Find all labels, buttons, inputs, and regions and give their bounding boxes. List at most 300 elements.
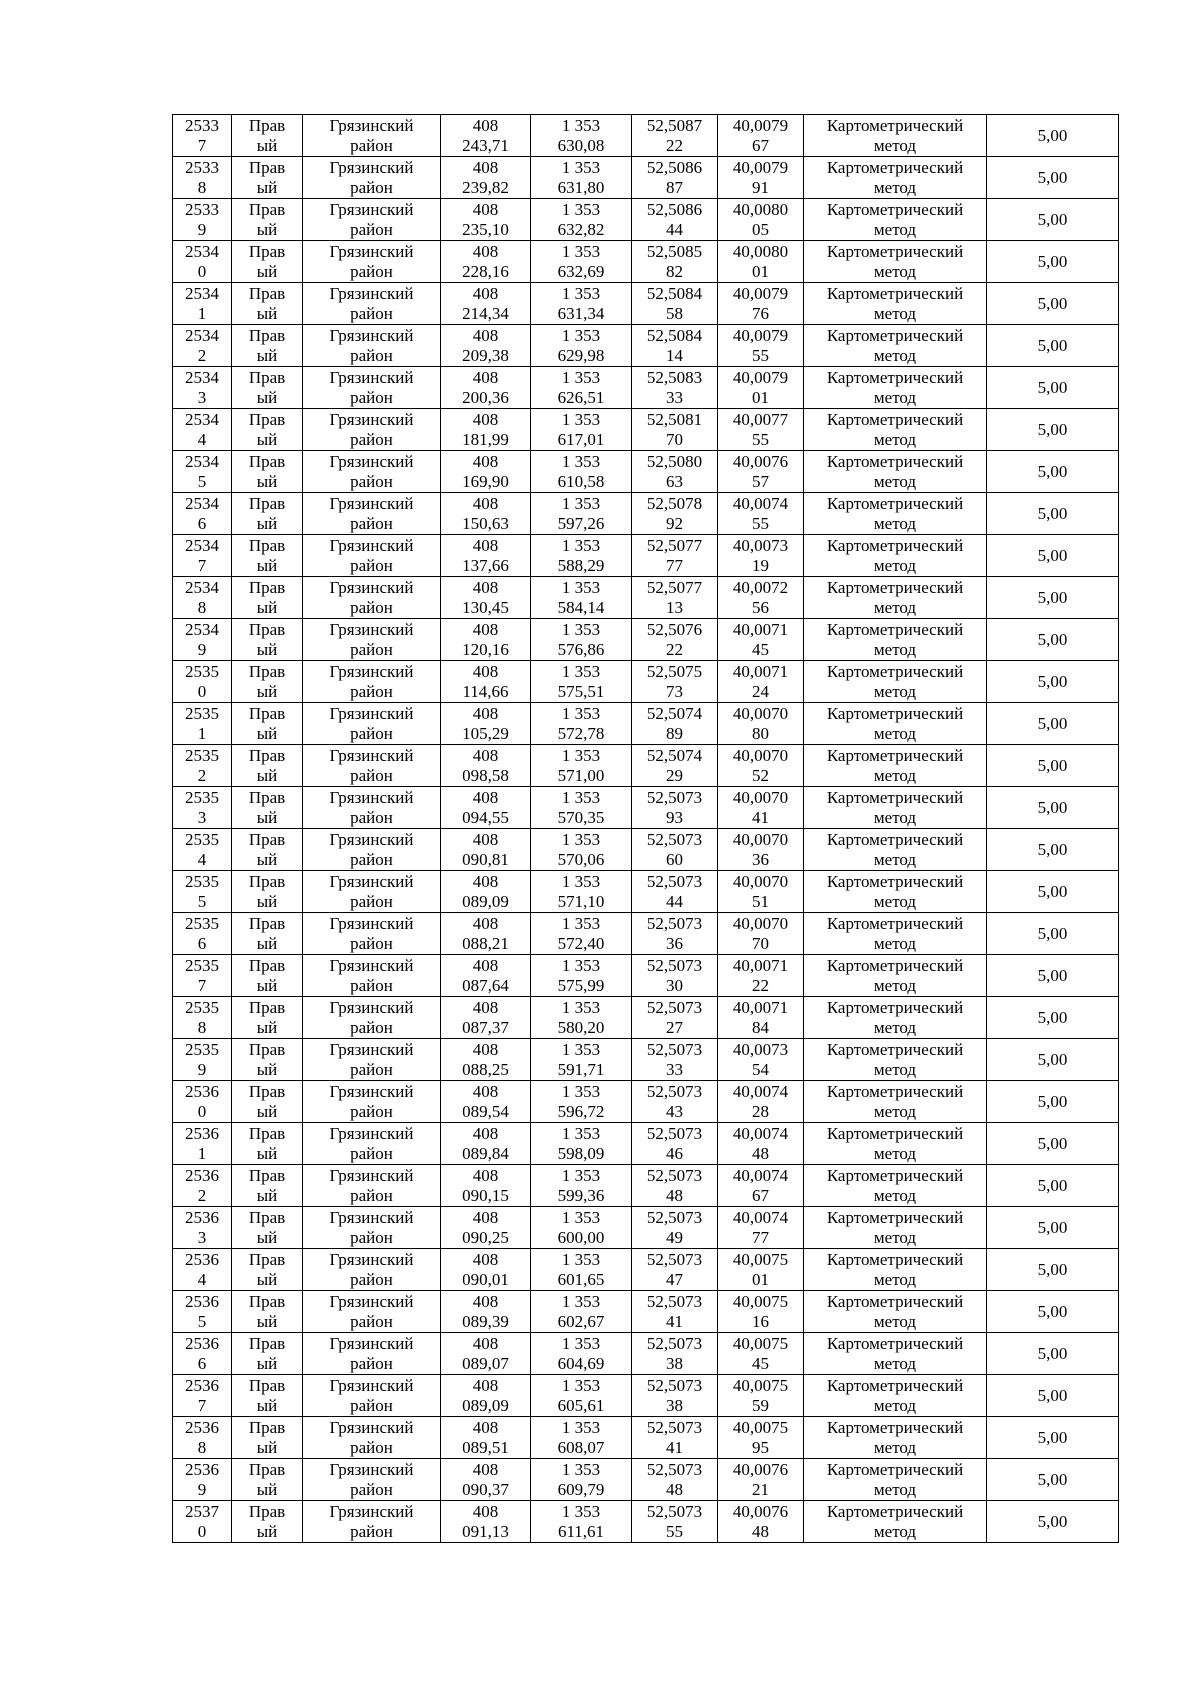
side-cell-line: ый — [256, 1353, 278, 1373]
side-cell-line: Прав — [248, 1291, 286, 1311]
table-row — [173, 1123, 1119, 1165]
side-cell — [232, 955, 303, 997]
longitude-cell-line: 70 — [752, 933, 769, 953]
latitude-cell — [632, 157, 718, 199]
point-number-cell-line: 7 — [197, 555, 207, 575]
longitude-cell-line: 91 — [752, 177, 769, 197]
method-cell-line: Картометрический — [826, 451, 964, 471]
accuracy-cell: 5,00 — [987, 871, 1119, 913]
point-number-cell — [173, 1291, 232, 1333]
coord-y-cell — [531, 1039, 632, 1081]
coord-x-cell-line: 090,01 — [462, 1269, 509, 1289]
longitude-cell-line: 55 — [752, 513, 769, 533]
longitude-cell-line: 40,0070 — [732, 871, 789, 891]
method-cell-line: Картометрический — [826, 955, 964, 975]
point-number-cell-line: 1 — [197, 303, 207, 323]
coord-x-cell-line: 408 — [472, 325, 499, 345]
coord-y-cell — [531, 661, 632, 703]
coord-y-cell-line: 1 353 — [561, 1165, 601, 1185]
method-cell-line: метод — [873, 1479, 917, 1499]
region-cell — [303, 535, 441, 577]
coord-x-cell — [441, 409, 531, 451]
accuracy-cell: 5,00 — [987, 1123, 1119, 1165]
region-cell-line: район — [350, 303, 393, 323]
coord-x-cell-line: 408 — [472, 1291, 499, 1311]
point-number-cell-line: 2534 — [185, 619, 219, 639]
method-cell-line: метод — [873, 1059, 917, 1079]
region-cell-line: район — [350, 555, 393, 575]
latitude-cell-line: 13 — [666, 597, 683, 617]
region-cell-line: Грязинский — [329, 1291, 414, 1311]
table-row — [173, 661, 1119, 703]
longitude-cell-line: 77 — [752, 1227, 769, 1247]
method-cell-line: метод — [873, 1437, 917, 1457]
latitude-cell-line: 52,5073 — [646, 829, 703, 849]
table-row — [173, 745, 1119, 787]
side-cell — [232, 493, 303, 535]
longitude-cell — [718, 409, 804, 451]
latitude-cell-line: 38 — [666, 1353, 683, 1373]
side-cell-line: ый — [256, 1101, 278, 1121]
side-cell-line: Прав — [248, 1165, 286, 1185]
latitude-cell — [632, 955, 718, 997]
method-cell-line: метод — [873, 1395, 917, 1415]
method-cell — [804, 661, 987, 703]
longitude-cell-line: 40,0079 — [732, 325, 789, 345]
method-cell-line: Картометрический — [826, 367, 964, 387]
accuracy-cell: 5,00 — [987, 997, 1119, 1039]
region-cell-line: Грязинский — [329, 325, 414, 345]
region-cell — [303, 451, 441, 493]
region-cell — [303, 1459, 441, 1501]
method-cell-line: метод — [873, 135, 917, 155]
coord-x-cell — [441, 829, 531, 871]
coord-x-cell-line: 089,07 — [462, 1353, 509, 1373]
coord-x-cell-line: 089,54 — [462, 1101, 509, 1121]
region-cell — [303, 661, 441, 703]
latitude-cell-line: 41 — [666, 1437, 683, 1457]
coord-y-cell-line: 588,29 — [557, 555, 605, 575]
method-cell-line: метод — [873, 1311, 917, 1331]
region-cell-line: Грязинский — [329, 913, 414, 933]
longitude-cell — [718, 1459, 804, 1501]
region-cell-line: Грязинский — [329, 1333, 414, 1353]
point-number-cell-line: 6 — [197, 513, 207, 533]
coord-y-cell-line: 599,36 — [557, 1185, 605, 1205]
region-cell — [303, 367, 441, 409]
latitude-cell — [632, 1291, 718, 1333]
method-cell-line: метод — [873, 345, 917, 365]
latitude-cell — [632, 1375, 718, 1417]
latitude-cell — [632, 913, 718, 955]
longitude-cell-line: 67 — [752, 1185, 769, 1205]
latitude-cell-line: 52,5087 — [646, 115, 703, 135]
region-cell-line: Грязинский — [329, 493, 414, 513]
side-cell — [232, 1333, 303, 1375]
latitude-cell-line: 44 — [666, 219, 683, 239]
side-cell — [232, 1165, 303, 1207]
latitude-cell-line: 52,5073 — [646, 1165, 703, 1185]
region-cell-line: Грязинский — [329, 1417, 414, 1437]
latitude-cell-line: 33 — [666, 387, 683, 407]
point-number-cell-line: 2536 — [185, 1417, 219, 1437]
coord-x-cell — [441, 1207, 531, 1249]
coord-y-cell — [531, 955, 632, 997]
coord-y-cell-line: 610,58 — [557, 471, 605, 491]
side-cell-line: Прав — [248, 241, 286, 261]
side-cell — [232, 829, 303, 871]
latitude-cell-line: 49 — [666, 1227, 683, 1247]
point-number-cell-line: 5 — [197, 471, 207, 491]
coord-x-cell-line: 408 — [472, 745, 499, 765]
method-cell — [804, 703, 987, 745]
coord-y-cell — [531, 115, 632, 157]
region-cell-line: район — [350, 429, 393, 449]
side-cell — [232, 577, 303, 619]
coord-x-cell-line: 088,25 — [462, 1059, 509, 1079]
coord-y-cell-line: 629,98 — [557, 345, 605, 365]
point-number-cell-line: 2534 — [185, 493, 219, 513]
region-cell — [303, 1333, 441, 1375]
point-number-cell-line: 2535 — [185, 913, 219, 933]
region-cell-line: район — [350, 135, 393, 155]
point-number-cell-line: 2534 — [185, 451, 219, 471]
latitude-cell — [632, 1081, 718, 1123]
table-row — [173, 787, 1119, 829]
method-cell-line: Картометрический — [826, 661, 964, 681]
point-number-cell-line: 2534 — [185, 325, 219, 345]
method-cell-line: метод — [873, 1185, 917, 1205]
side-cell-line: ый — [256, 471, 278, 491]
accuracy-cell: 5,00 — [987, 1333, 1119, 1375]
point-number-cell — [173, 1375, 232, 1417]
longitude-cell — [718, 1081, 804, 1123]
side-cell-line: ый — [256, 765, 278, 785]
point-number-cell — [173, 283, 232, 325]
region-cell — [303, 913, 441, 955]
latitude-cell-line: 44 — [666, 891, 683, 911]
method-cell-line: метод — [873, 933, 917, 953]
coord-y-cell-line: 575,51 — [557, 681, 605, 701]
longitude-cell-line: 40,0076 — [732, 1459, 789, 1479]
longitude-cell-line: 55 — [752, 345, 769, 365]
region-cell-line: Грязинский — [329, 871, 414, 891]
method-cell-line: метод — [873, 177, 917, 197]
coord-y-cell — [531, 1459, 632, 1501]
side-cell-line: Прав — [248, 451, 286, 471]
side-cell-line: ый — [256, 1311, 278, 1331]
coord-y-cell-line: 1 353 — [561, 283, 601, 303]
longitude-cell — [718, 493, 804, 535]
coord-y-cell-line: 597,26 — [557, 513, 605, 533]
coord-x-cell-line: 087,37 — [462, 1017, 509, 1037]
point-number-cell-line: 7 — [197, 1395, 207, 1415]
point-number-cell — [173, 1165, 232, 1207]
coord-y-cell — [531, 1375, 632, 1417]
coord-x-cell-line: 408 — [472, 409, 499, 429]
region-cell-line: Грязинский — [329, 703, 414, 723]
method-cell-line: Картометрический — [826, 283, 964, 303]
region-cell-line: район — [350, 1017, 393, 1037]
coord-y-cell-line: 611,61 — [557, 1521, 605, 1541]
coord-x-cell-line: 137,66 — [462, 555, 509, 575]
point-number-cell — [173, 871, 232, 913]
coord-x-cell — [441, 619, 531, 661]
side-cell — [232, 913, 303, 955]
accuracy-cell: 5,00 — [987, 913, 1119, 955]
coord-x-cell — [441, 1375, 531, 1417]
accuracy-cell: 5,00 — [987, 955, 1119, 997]
longitude-cell-line: 01 — [752, 387, 769, 407]
latitude-cell — [632, 1207, 718, 1249]
method-cell-line: Картометрический — [826, 787, 964, 807]
method-cell-line: Картометрический — [826, 1333, 964, 1353]
region-cell-line: район — [350, 975, 393, 995]
longitude-cell-line: 40,0072 — [732, 577, 789, 597]
longitude-cell — [718, 661, 804, 703]
method-cell — [804, 745, 987, 787]
method-cell — [804, 1207, 987, 1249]
latitude-cell-line: 52,5086 — [646, 199, 703, 219]
region-cell — [303, 745, 441, 787]
coord-x-cell-line: 408 — [472, 703, 499, 723]
latitude-cell-line: 52,5073 — [646, 997, 703, 1017]
method-cell — [804, 913, 987, 955]
coord-y-cell-line: 604,69 — [557, 1353, 605, 1373]
side-cell-line: Прав — [248, 1081, 286, 1101]
region-cell-line: район — [350, 387, 393, 407]
side-cell — [232, 871, 303, 913]
point-number-cell-line: 2536 — [185, 1375, 219, 1395]
longitude-cell-line: 40,0079 — [732, 367, 789, 387]
region-cell-line: Грязинский — [329, 1459, 414, 1479]
side-cell — [232, 325, 303, 367]
longitude-cell-line: 51 — [752, 891, 769, 911]
coord-y-cell-line: 1 353 — [561, 115, 601, 135]
coord-x-cell-line: 088,21 — [462, 933, 509, 953]
latitude-cell-line: 14 — [666, 345, 683, 365]
table-row — [173, 619, 1119, 661]
point-number-cell-line: 0 — [197, 1521, 207, 1541]
point-number-cell-line: 8 — [197, 1017, 207, 1037]
coord-y-cell-line: 1 353 — [561, 1459, 601, 1479]
point-number-cell — [173, 829, 232, 871]
longitude-cell-line: 24 — [752, 681, 769, 701]
coord-x-cell-line: 214,34 — [462, 303, 509, 323]
point-number-cell-line: 7 — [197, 975, 207, 995]
coord-x-cell-line: 090,37 — [462, 1479, 509, 1499]
point-number-cell — [173, 1417, 232, 1459]
method-cell — [804, 1291, 987, 1333]
region-cell-line: Грязинский — [329, 1081, 414, 1101]
latitude-cell — [632, 1333, 718, 1375]
point-number-cell — [173, 1459, 232, 1501]
coord-x-cell-line: 408 — [472, 871, 499, 891]
method-cell-line: метод — [873, 681, 917, 701]
method-cell-line: Картометрический — [826, 1039, 964, 1059]
coord-x-cell-line: 408 — [472, 115, 499, 135]
coord-y-cell-line: 626,51 — [557, 387, 605, 407]
coord-y-cell-line: 1 353 — [561, 199, 601, 219]
longitude-cell-line: 52 — [752, 765, 769, 785]
coord-y-cell-line: 631,80 — [557, 177, 605, 197]
coord-x-cell-line: 408 — [472, 157, 499, 177]
point-number-cell — [173, 157, 232, 199]
side-cell — [232, 535, 303, 577]
coord-x-cell-line: 408 — [472, 241, 499, 261]
point-number-cell-line: 9 — [197, 219, 207, 239]
longitude-cell — [718, 1501, 804, 1543]
point-number-cell — [173, 619, 232, 661]
accuracy-cell: 5,00 — [987, 1207, 1119, 1249]
accuracy-cell: 5,00 — [987, 1501, 1119, 1543]
method-cell-line: Картометрический — [826, 325, 964, 345]
point-number-cell-line: 2535 — [185, 787, 219, 807]
side-cell-line: ый — [256, 1143, 278, 1163]
coord-y-cell — [531, 577, 632, 619]
longitude-cell — [718, 157, 804, 199]
latitude-cell-line: 46 — [666, 1143, 683, 1163]
coord-y-cell-line: 1 353 — [561, 1249, 601, 1269]
latitude-cell — [632, 1039, 718, 1081]
method-cell — [804, 1333, 987, 1375]
coord-x-cell — [441, 955, 531, 997]
method-cell — [804, 283, 987, 325]
point-number-cell-line: 5 — [197, 891, 207, 911]
side-cell-line: Прав — [248, 1123, 286, 1143]
longitude-cell-line: 40,0071 — [732, 661, 789, 681]
side-cell-line: Прав — [248, 535, 286, 555]
longitude-cell-line: 40,0076 — [732, 1501, 789, 1521]
coord-x-cell-line: 408 — [472, 283, 499, 303]
region-cell-line: Грязинский — [329, 1123, 414, 1143]
point-number-cell-line: 9 — [197, 639, 207, 659]
coord-x-cell-line: 408 — [472, 661, 499, 681]
latitude-cell-line: 58 — [666, 303, 683, 323]
latitude-cell — [632, 997, 718, 1039]
table-row — [173, 493, 1119, 535]
coord-x-cell-line: 408 — [472, 787, 499, 807]
method-cell — [804, 1459, 987, 1501]
longitude-cell-line: 40,0074 — [732, 1123, 789, 1143]
region-cell-line: район — [350, 891, 393, 911]
point-number-cell — [173, 661, 232, 703]
point-number-cell — [173, 577, 232, 619]
coord-x-cell — [441, 283, 531, 325]
side-cell-line: ый — [256, 513, 278, 533]
coord-x-cell-line: 090,81 — [462, 849, 509, 869]
coord-x-cell — [441, 1123, 531, 1165]
side-cell — [232, 1039, 303, 1081]
side-cell — [232, 115, 303, 157]
longitude-cell-line: 16 — [752, 1311, 769, 1331]
latitude-cell — [632, 745, 718, 787]
latitude-cell — [632, 703, 718, 745]
region-cell-line: Грязинский — [329, 577, 414, 597]
longitude-cell-line: 01 — [752, 1269, 769, 1289]
table-row — [173, 1333, 1119, 1375]
method-cell — [804, 535, 987, 577]
longitude-cell-line: 40,0074 — [732, 493, 789, 513]
coord-y-cell — [531, 367, 632, 409]
side-cell-line: Прав — [248, 1417, 286, 1437]
table-row — [173, 115, 1119, 157]
method-cell — [804, 1417, 987, 1459]
latitude-cell-line: 52,5073 — [646, 1207, 703, 1227]
latitude-cell-line: 48 — [666, 1185, 683, 1205]
coord-x-cell — [441, 367, 531, 409]
coord-y-cell — [531, 1123, 632, 1165]
coord-y-cell — [531, 703, 632, 745]
latitude-cell-line: 52,5073 — [646, 1081, 703, 1101]
coord-y-cell-line: 1 353 — [561, 913, 601, 933]
method-cell-line: метод — [873, 1101, 917, 1121]
table-row — [173, 955, 1119, 997]
coord-y-cell — [531, 1333, 632, 1375]
latitude-cell-line: 92 — [666, 513, 683, 533]
latitude-cell-line: 48 — [666, 1479, 683, 1499]
region-cell — [303, 1165, 441, 1207]
method-cell-line: Картометрический — [826, 1165, 964, 1185]
point-number-cell-line: 2534 — [185, 283, 219, 303]
region-cell-line: район — [350, 471, 393, 491]
point-number-cell — [173, 367, 232, 409]
coord-x-cell-line: 130,45 — [462, 597, 509, 617]
accuracy-cell: 5,00 — [987, 493, 1119, 535]
table-row — [173, 1501, 1119, 1543]
latitude-cell-line: 60 — [666, 849, 683, 869]
point-number-cell-line: 2537 — [185, 1501, 219, 1521]
region-cell-line: район — [350, 723, 393, 743]
table-row — [173, 1039, 1119, 1081]
region-cell-line: район — [350, 849, 393, 869]
point-number-cell-line: 9 — [197, 1059, 207, 1079]
region-cell — [303, 787, 441, 829]
region-cell-line: район — [350, 1479, 393, 1499]
region-cell-line: район — [350, 1227, 393, 1247]
longitude-cell-line: 45 — [752, 639, 769, 659]
accuracy-cell: 5,00 — [987, 115, 1119, 157]
latitude-cell-line: 52,5076 — [646, 619, 703, 639]
side-cell-line: Прав — [248, 199, 286, 219]
coord-x-cell-line: 087,64 — [462, 975, 509, 995]
longitude-cell-line: 48 — [752, 1143, 769, 1163]
latitude-cell-line: 52,5073 — [646, 1123, 703, 1143]
coord-y-cell-line: 600,00 — [557, 1227, 605, 1247]
method-cell-line: Картометрический — [826, 1417, 964, 1437]
coord-x-cell-line: 408 — [472, 1249, 499, 1269]
region-cell-line: Грязинский — [329, 787, 414, 807]
region-cell-line: Грязинский — [329, 535, 414, 555]
side-cell-line: Прав — [248, 619, 286, 639]
side-cell — [232, 409, 303, 451]
method-cell-line: Картометрический — [826, 1375, 964, 1395]
coord-y-cell-line: 1 353 — [561, 997, 601, 1017]
latitude-cell — [632, 451, 718, 493]
coord-x-cell-line: 089,09 — [462, 1395, 509, 1415]
method-cell-line: Картометрический — [826, 1207, 964, 1227]
region-cell-line: район — [350, 765, 393, 785]
coord-y-cell — [531, 1081, 632, 1123]
latitude-cell — [632, 199, 718, 241]
point-number-cell — [173, 199, 232, 241]
method-cell — [804, 871, 987, 913]
coord-x-cell-line: 408 — [472, 913, 499, 933]
longitude-cell-line: 19 — [752, 555, 769, 575]
coord-x-cell-line: 408 — [472, 535, 499, 555]
coord-x-cell — [441, 1081, 531, 1123]
side-cell-line: Прав — [248, 955, 286, 975]
